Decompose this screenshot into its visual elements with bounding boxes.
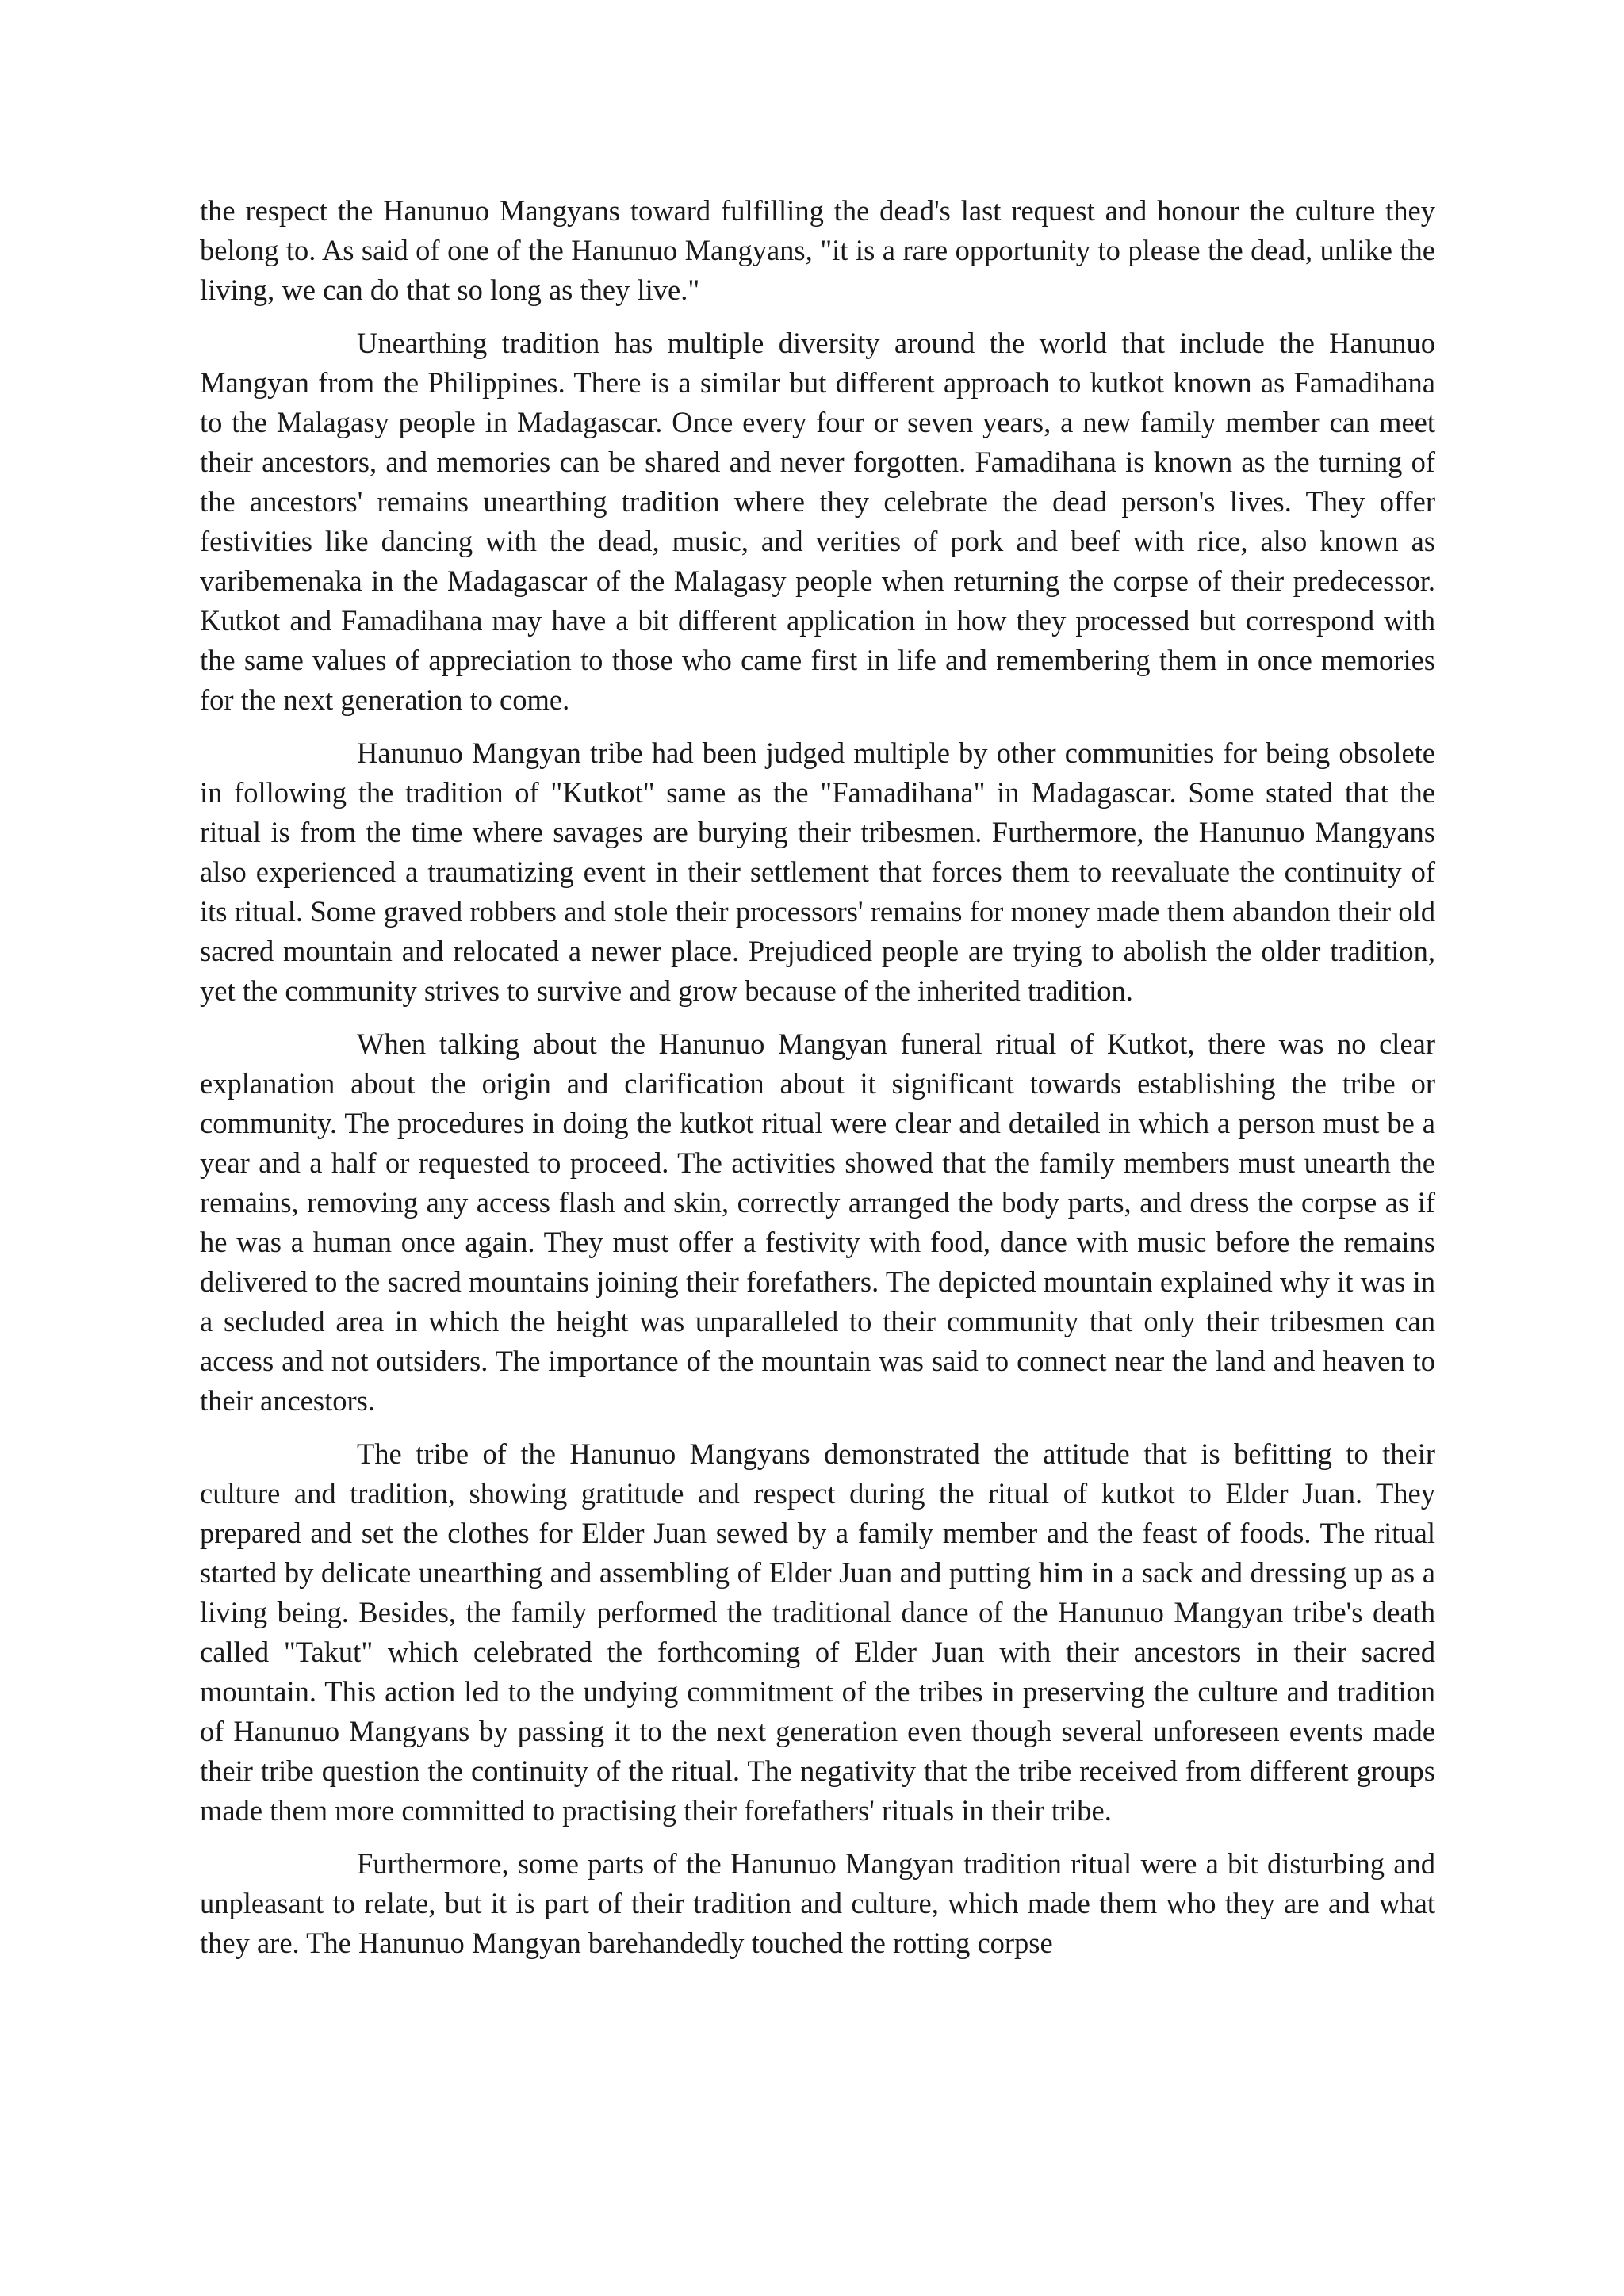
paragraph-kutkot-procedures: When talking about the Hanunuo Mangyan funeral ritual of Kutkot, there was no clear explanation about the origin and clarification about it significant towards establishing the tribe or community. The procedures in doing the kutkot ritual were clear and detailed in which a person must be a year and a half or requested to proceed. The activities showed that the family members must unearth the remains, removing any access flash and skin, correctly arranged the body parts, and dress the corpse as if he was a human once again. They must offer a festivity with food, dance with music before the remains delivered to the sacred mountains joining their forefathers. The depicted mountain explained why it was in a secluded area in which the height was unparalleled to their community that only their tribesmen can access and not outsiders. The importance of the mountain was said to connect near the land and heaven to their ancestors.: [200, 1027, 1435, 1417]
paragraph-elder-juan-ritual: The tribe of the Hanunuo Mangyans demonstrated the attitude that is befitting to their culture and tradition, showing gratitude and respect during the ritual of kutkot to Elder Juan. They prepared and set the clothes for Elder Juan sewed by a family member and the feast of foods. The ritual started by delicate unearthing and assembling of Elder Juan and putting him in a sack and dressing up as a living being. Besides, the family performed the traditional dance of the Hanunuo Mangyan tribe's death called "Takut" which celebrated the forthcoming of Elder Juan with their ancestors in their sacred mountain. This action led to the undying commitment of the tribes in preserving the culture and tradition of Hanunuo Mangyans by passing it to the next generation even though several unforeseen events made their tribe question the continuity of the ritual. The negativity that the tribe received from different groups made them more committed to practising their forefathers' rituals in their tribe.: [200, 1437, 1435, 1827]
paragraph-judgement-and-prejudice: Hanunuo Mangyan tribe had been judged multiple by other communities for being obsolete in following the tradition of "Kutkot" same as the "Famadihana" in Madagascar. Some stated that the ritual is from the time where savages are burying their tribesmen. Furthermore, the Hanunuo Mangyans also experienced a traumatizing event in their settlement that forces them to reevaluate the continuity of its ritual. Some graved robbers and stole their processors' remains for money made them abandon their old sacred mountain and relocated a newer place. Prejudiced people are trying to abolish the older tradition, yet the community strives to survive and grow because of the inherited tradition.: [200, 737, 1435, 1007]
body-text: [200, 191, 1435, 1963]
paragraph-famadihana-comparison: Unearthing tradition has multiple diversity around the world that include the Hanunuo Mangyan from the Philippines. There is a similar but different approach to kutkot known as Famadihana to the Malagasy people in Madagascar. Once every four or seven years, a new family member can meet their ancestors, and memories can be shared and never forgotten. Famadihana is known as the turning of the ancestors' remains unearthing tradition where they celebrate the dead person's lives. They offer festivities like dancing with the dead, music, and verities of pork and beef with rice, also known as varibemenaka in the Madagascar of the Malagasy people when returning the corpse of their predecessor. Kutkot and Famadihana may have a bit different application in how they processed but correspond with the same values of appreciation to those who came first in life and remembering them in once memories for the next generation to come.: [200, 327, 1435, 716]
paragraph-continuation: the respect the Hanunuo Mangyans toward fulfilling the dead's last request and honour the culture they belong to. As said of one of the Hanunuo Mangyans, "it is a rare opportunity to please the dead, unlike the living, we can do that so long as they live.": [200, 194, 1435, 306]
paragraph-disturbing-parts: Furthermore, some parts of the Hanunuo Mangyan tradition ritual were a bit disturbing and unpleasant to relate, but it is part of their tradition and culture, which made them who they are and what they are. The Hanunuo Mangyan barehandedly touched the rotting corpse: [200, 1847, 1435, 1959]
